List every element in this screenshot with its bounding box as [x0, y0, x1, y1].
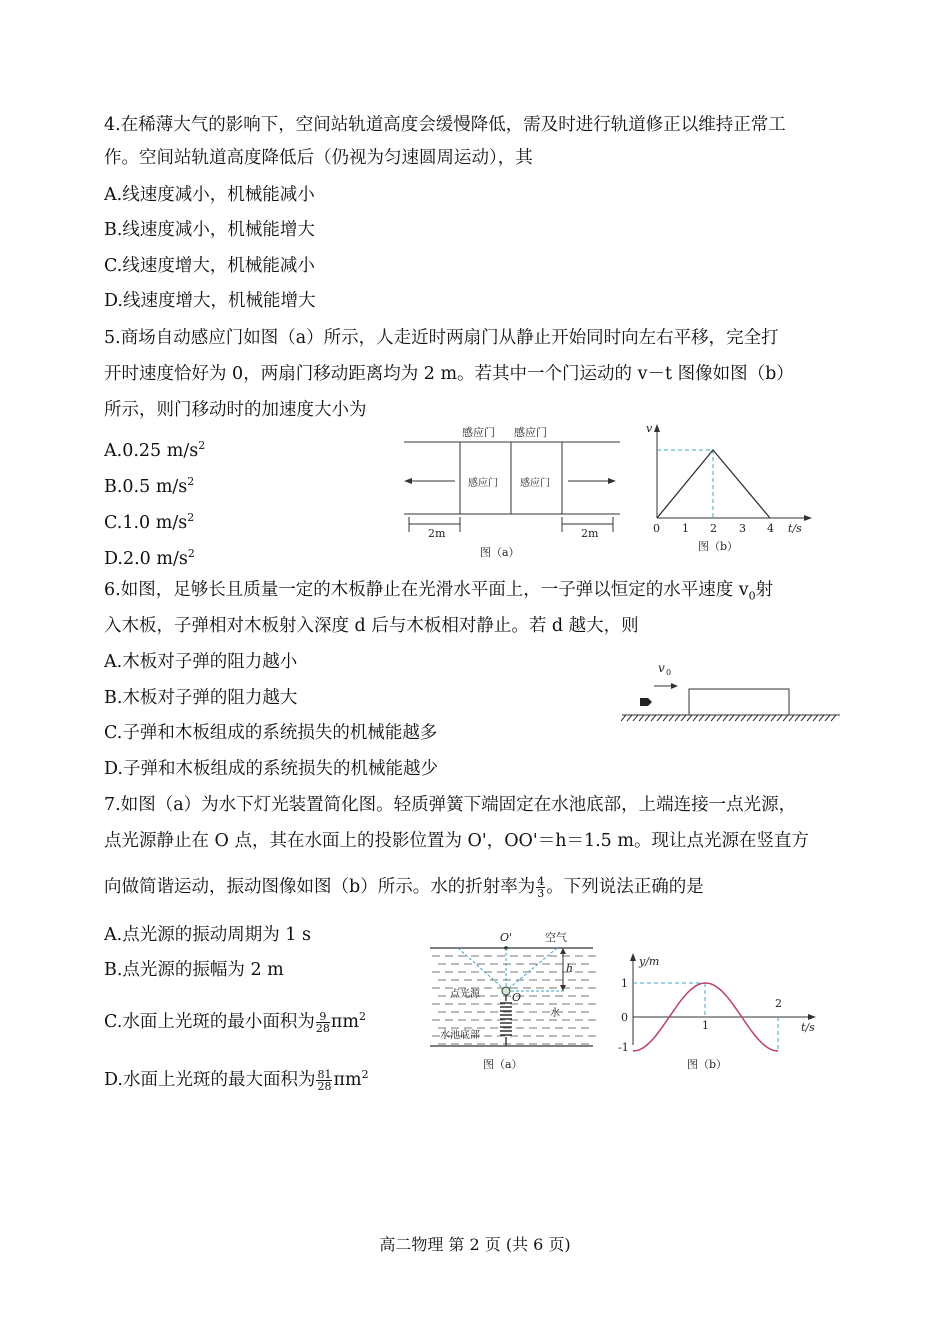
stem-text: 射	[755, 580, 774, 600]
tick-label: 0	[653, 522, 660, 535]
water-label: 水	[550, 1008, 560, 1019]
q6-stem	[104, 579, 773, 608]
denominator: 28	[317, 1079, 332, 1093]
axis-label: t/s	[788, 522, 802, 535]
q5-figure-a	[400, 420, 630, 565]
q7-option-d	[104, 1064, 369, 1092]
axis-label: y/m	[639, 955, 660, 968]
exponent: 2	[198, 439, 206, 452]
tick-label: 2	[710, 522, 717, 535]
q7-stem: 7.如图（a）为水下灯光装置简化图。轻质弹簧下端固定在水池底部，上端连接一点光源，	[104, 795, 797, 815]
q6-option-c: C.子弹和木板组成的系统损失的机械能越多	[104, 723, 438, 743]
q5-option-b	[104, 471, 194, 498]
spring-icon	[500, 995, 512, 1046]
q4-option-a: A.线速度减小，机械能减小	[104, 185, 315, 205]
tick-label: 0	[621, 1011, 628, 1024]
q6-figure	[618, 652, 848, 727]
bottom-label: 水池底部	[440, 1030, 480, 1041]
q5-option-c	[104, 507, 194, 534]
figure-caption: 图（a）	[483, 1058, 523, 1071]
option-text: C.1.0 m/s	[104, 512, 188, 533]
tick-label: 1	[702, 1019, 709, 1032]
option-text: D.水面上光斑的最大面积为	[104, 1069, 316, 1090]
q4-option-d: D.线速度增大，机械能增大	[104, 291, 316, 311]
stem-text: 6.如图，足够长且质量一定的木板静止在光滑水平面上，一子弹以恒定的水平速度 v	[104, 580, 749, 600]
q4-option-c: C.线速度增大，机械能减小	[104, 256, 315, 276]
axis-label: t/s	[801, 1021, 815, 1034]
q7-option-a: A.点光源的振动周期为 1 s	[104, 925, 311, 945]
door-label: 感应门	[468, 478, 498, 489]
q4-option-b: B.线速度减小，机械能增大	[104, 220, 315, 240]
exponent: 2	[361, 1068, 369, 1081]
subscript: 0	[666, 668, 672, 677]
q7-option-b: B.点光源的振幅为 2 m	[104, 960, 284, 980]
fraction	[316, 1069, 332, 1092]
q4-stem: 作。空间站轨道高度降低后（仍视为匀速圆周运动），其	[104, 148, 533, 168]
o-prime-label: O'	[500, 931, 513, 944]
tick-label: -1	[618, 1041, 629, 1054]
tick-label: 3	[739, 522, 746, 535]
q5-option-a	[104, 435, 205, 462]
door-label: 感应门	[462, 426, 495, 439]
q6-option-d: D.子弹和木板组成的系统损失的机械能越少	[104, 759, 438, 779]
option-text: A.0.25 m/s	[104, 440, 199, 461]
q7-figure-a	[420, 925, 600, 1075]
q6-stem: 入木板，子弹相对木板射入深度 d 后与木板相对静止。若 d 越大，则	[104, 616, 639, 636]
stem-text: 向做简谐运动，振动图像如图（b）所示。水的折射率为	[104, 877, 536, 897]
figure-caption: 图（a）	[480, 546, 520, 559]
tick-label: 1	[682, 522, 689, 535]
tick-label: 1	[621, 977, 628, 990]
q5-stem: 所示，则门移动时的加速度大小为	[104, 400, 367, 420]
figure-caption: 图（b）	[698, 540, 739, 553]
q7-stem: 点光源静止在 O 点，其在水面上的投影位置为 O'，OO'＝h＝1.5 m。现让点光源在竖直方	[104, 831, 809, 851]
axis-label: v	[646, 422, 653, 435]
figure-caption: 图（b）	[687, 1058, 728, 1071]
door-label: 感应门	[520, 478, 550, 489]
exponent: 2	[187, 547, 195, 560]
denominator: 3	[537, 887, 545, 900]
distance-label: 2m	[428, 527, 446, 540]
option-text: C.水面上光斑的最小面积为	[104, 1011, 315, 1032]
exponent: 2	[187, 511, 195, 524]
door-label: 感应门	[514, 426, 547, 439]
exponent: 2	[358, 1010, 366, 1023]
tick-label: 2	[775, 997, 782, 1010]
bullet-icon	[640, 698, 652, 706]
q5-stem: 5.商场自动感应门如图（a）所示，人走近时两扇门从静止开始同时向左右平移，完全打	[104, 328, 779, 348]
denominator: 28	[315, 1021, 330, 1035]
distance-label: 2m	[581, 527, 599, 540]
q5-stem: 开时速度恰好为 0，两扇门移动距离均为 2 m。若其中一个门运动的 v－t 图像如图（b）	[104, 364, 794, 384]
velocity-label: v	[658, 661, 665, 675]
q6-option-b: B.木板对子弹的阻力越大	[104, 688, 298, 708]
stem-text: 。下列说法正确的是	[546, 877, 704, 897]
source-label: 点光源	[450, 989, 480, 1000]
q7-figure-b	[615, 945, 820, 1075]
air-label: 空气	[545, 931, 567, 944]
subscript: 0	[748, 589, 756, 603]
q4-stem: 4.在稀薄大气的影响下，空间站轨道高度会缓慢降低，需及时进行轨道修正以维持正常工	[104, 115, 786, 135]
h-label: h	[566, 962, 574, 975]
fraction	[316, 1011, 330, 1034]
q7-option-c	[104, 1006, 366, 1034]
q7-stem	[104, 876, 704, 899]
q6-option-a: A.木板对子弹的阻力越小	[104, 652, 298, 672]
tick-label: 4	[767, 522, 774, 535]
numerator: 81	[317, 1067, 332, 1081]
option-text: D.2.0 m/s	[104, 548, 188, 569]
q5-figure-b	[640, 420, 815, 565]
numerator: 9	[316, 1011, 330, 1023]
refractive-index-fraction	[536, 876, 545, 899]
o-label: O	[512, 991, 522, 1004]
numerator: 4	[537, 875, 545, 888]
exponent: 2	[187, 475, 195, 488]
option-text: B.0.5 m/s	[104, 476, 188, 497]
unit: πm	[330, 1011, 359, 1032]
unit: πm	[333, 1069, 362, 1090]
q5-option-d	[104, 543, 195, 570]
page-footer: 高二物理 第 2 页 (共 6 页)	[379, 1235, 571, 1254]
